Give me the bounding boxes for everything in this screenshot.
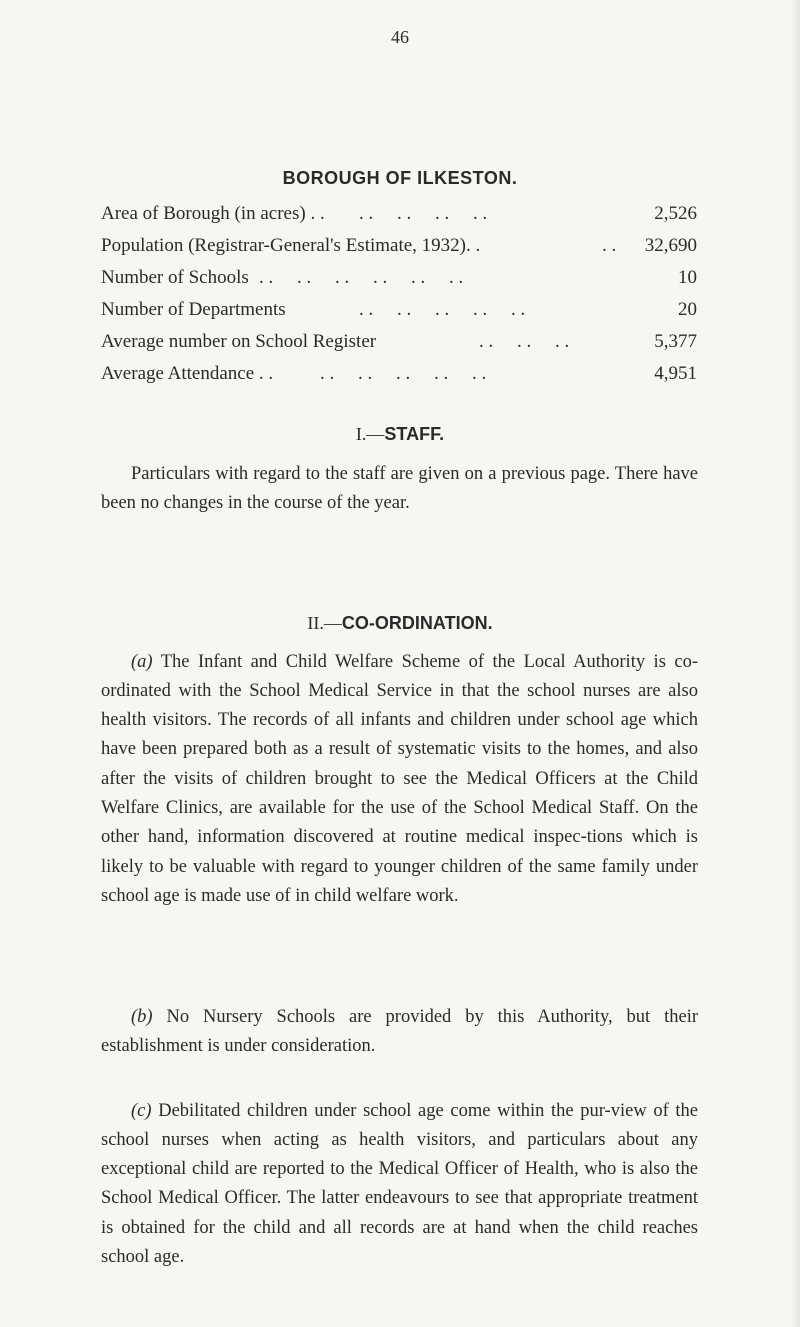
section-number: I.— [355,424,385,444]
paragraph-marker: (c) [131,1100,152,1121]
paragraph-c [101,1097,698,1273]
paragraph-a [101,648,698,912]
page-number: 46 [391,27,409,47]
stat-value: 5,377 [654,331,697,352]
stat-value: 32,690 [644,235,697,256]
paragraph-text: No Nursery Schools are provided by this Authority, but their establishment is under consideration. [101,1006,698,1056]
stat-label: Area of Borough (in acres) . . [101,203,325,224]
stat-row-schools [101,262,697,294]
section-title: STAFF. [384,424,445,444]
paragraph-text: The Infant and Child Welfare Scheme of the Local Authority is co-ordinated with the School Medical Service in that the school nurses are also health visitors. The records of all infants and children under school age which have been prepared both as a result of systematic visits to the homes, and also after the visits of children brought to see the Medical Officers at the Child Welfare Clinics, are available for the use of the School Medical Staff. On the other hand, information discovered at routine medical inspec-tions which is likely to be valuable with regard to younger children of the same family under school age is made use of in child welfare work. [101,651,698,906]
paragraph-marker: (b) [131,1006,153,1027]
section-title: CO-ORDINATION. [341,613,493,633]
stat-leader: . . . . . . . . . . [320,363,487,384]
stat-value: 10 [678,267,697,288]
paragraph-text: Debilitated children under school age come within the pur-view of the school nurses when acting as health visitors, and particulars about any exceptional child are reported to the Medical Officer of Health, who is also the School Medical Officer. The latter endeavours to see that appropriate treatment is obtained for the child and all records are at hand when the child reaches school age. [101,1100,698,1267]
stat-row-departments [101,294,697,326]
stat-label: Number of Departments [101,299,286,320]
stat-label: Population (Registrar-General's Estimate, 1932). . [101,235,481,256]
stat-leader: . . . . . . . . . . . . [259,267,464,288]
statistics-table [101,198,697,390]
page-edge-shadow [790,0,800,1327]
stat-leader: . . [602,235,617,256]
section-number: II.— [307,613,342,633]
stat-leader: . . . . . . [479,331,570,352]
stat-value: 20 [678,299,697,320]
stat-leader: . . . . . . . . [359,203,488,224]
staff-paragraph: Particulars with regard to the staff are given on a previous page. There have been no changes in the course of the year. [101,463,698,513]
stat-label: Average number on School Register [101,331,377,352]
stat-label: Average Attendance . . [101,363,274,384]
stat-row-population [101,230,697,262]
paragraph-b [101,1003,698,1062]
section-heading-staff [0,424,800,445]
stat-value: 4,951 [654,363,697,384]
stat-row-register [101,326,697,358]
paragraph-marker: (a) [131,651,153,672]
stat-row-attendance [101,358,697,390]
page-title: BOROUGH OF ILKESTON. [282,168,518,188]
stat-leader: . . . . . . . . . . [359,299,526,320]
stat-label: Number of Schools [101,267,249,288]
stat-row-area [101,198,697,230]
stat-value: 2,526 [654,203,697,224]
section-heading-coordination [0,613,800,634]
